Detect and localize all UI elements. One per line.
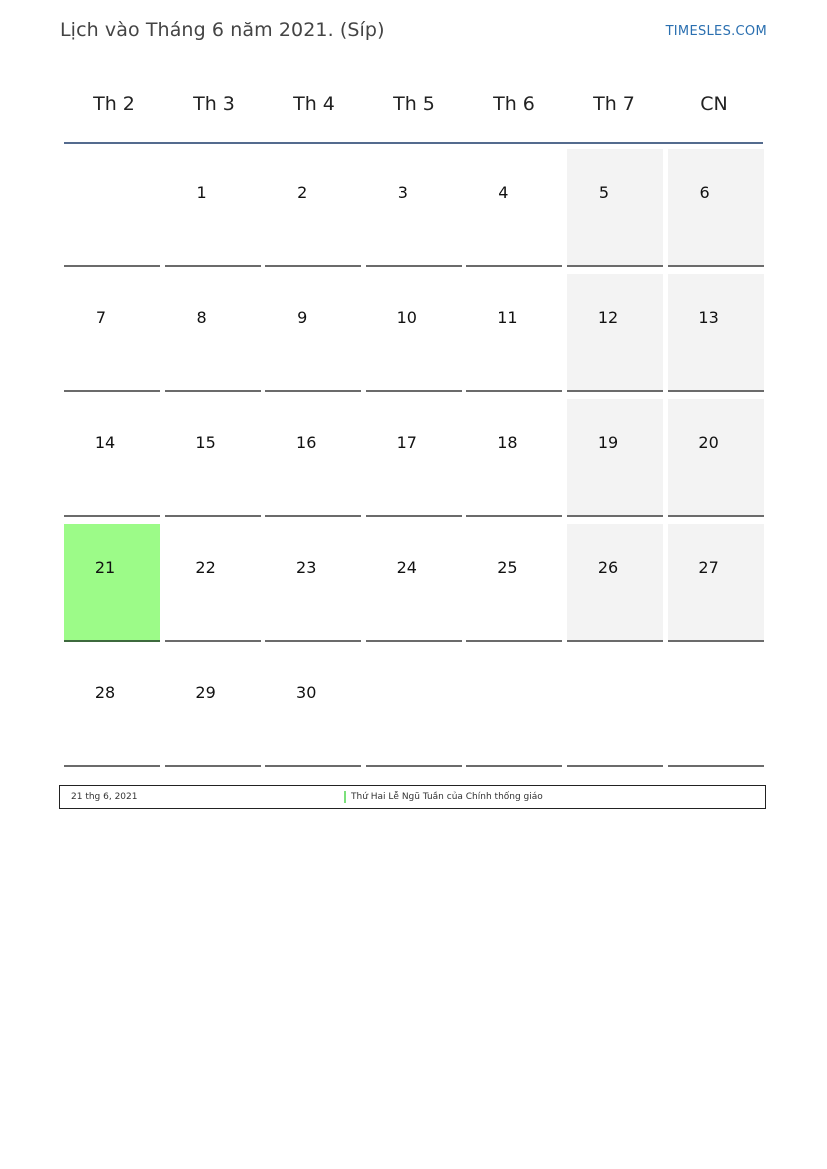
day-number: 17 (396, 433, 417, 452)
day-cell-4[interactable] (466, 149, 562, 267)
brand-link[interactable]: TIMESLES.COM (665, 24, 767, 39)
day-cell-20[interactable] (668, 399, 764, 517)
day-number: 4 (498, 183, 509, 202)
weekday-thursday: Th 5 (393, 93, 435, 115)
weekday-header-row (64, 86, 764, 122)
day-number: 21 (94, 558, 116, 577)
header-divider (64, 142, 763, 144)
day-cell-1[interactable] (165, 149, 261, 267)
weekday-sunday: CN (700, 93, 728, 115)
day-number: 29 (195, 683, 216, 702)
day-cell-19[interactable] (567, 399, 663, 517)
day-cell-2[interactable] (265, 149, 361, 267)
day-number: 26 (597, 558, 619, 577)
day-number: 10 (396, 308, 417, 327)
day-cell-17[interactable] (366, 399, 462, 517)
weekday-monday: Th 2 (93, 93, 135, 115)
day-cell-21[interactable] (64, 524, 160, 642)
day-cell-25[interactable] (466, 524, 562, 642)
day-number: 28 (94, 683, 116, 702)
day-number: 13 (698, 308, 719, 327)
day-cell-11[interactable] (466, 274, 562, 392)
day-cell-28[interactable] (64, 649, 160, 767)
day-cell-6[interactable] (668, 149, 764, 267)
legend-event-name: Thứ Hai Lễ Ngũ Tuần của Chính thống giáo (351, 792, 543, 802)
day-number: 6 (699, 183, 710, 202)
weekday-saturday: Th 7 (593, 93, 635, 115)
day-cell-12[interactable] (567, 274, 663, 392)
day-number: 23 (296, 558, 317, 577)
day-cell-18[interactable] (466, 399, 562, 517)
day-cell-7[interactable] (64, 274, 160, 392)
day-cell-3[interactable] (366, 149, 462, 267)
day-cell-9[interactable] (265, 274, 361, 392)
day-cell-empty (366, 649, 462, 767)
day-number: 15 (195, 433, 216, 452)
day-number: 18 (497, 433, 518, 452)
day-cell-16[interactable] (265, 399, 361, 517)
weekday-friday: Th 6 (493, 93, 535, 115)
day-number: 3 (397, 183, 408, 202)
day-number: 24 (396, 558, 417, 577)
day-cell-5[interactable] (567, 149, 663, 267)
day-cell-26[interactable] (567, 524, 663, 642)
day-cell-14[interactable] (64, 399, 160, 517)
day-number: 19 (597, 433, 619, 452)
day-number: 30 (296, 683, 317, 702)
day-cell-30[interactable] (265, 649, 361, 767)
legend-color-marker (344, 791, 346, 803)
day-cell-23[interactable] (265, 524, 361, 642)
day-number: 5 (598, 183, 610, 202)
holiday-legend (59, 785, 766, 809)
day-number: 27 (698, 558, 719, 577)
day-number: 1 (196, 183, 207, 202)
weekday-wednesday: Th 4 (293, 93, 335, 115)
day-number: 20 (698, 433, 719, 452)
page-title: Lịch vào Tháng 6 năm 2021. (Síp) (60, 19, 385, 41)
legend-date: 21 thg 6, 2021 (71, 792, 138, 802)
day-cell-24[interactable] (366, 524, 462, 642)
day-number: 25 (497, 558, 518, 577)
day-number: 22 (195, 558, 216, 577)
day-number: 16 (296, 433, 317, 452)
day-number: 12 (597, 308, 619, 327)
day-cell-empty (668, 649, 764, 767)
day-number: 7 (95, 308, 107, 327)
day-cell-13[interactable] (668, 274, 764, 392)
day-cell-empty (466, 649, 562, 767)
day-cell-29[interactable] (165, 649, 261, 767)
day-cell-empty (567, 649, 663, 767)
day-cell-22[interactable] (165, 524, 261, 642)
day-number: 8 (196, 308, 207, 327)
weekday-tuesday: Th 3 (193, 93, 235, 115)
day-number: 11 (497, 308, 518, 327)
day-cell-8[interactable] (165, 274, 261, 392)
day-cell-27[interactable] (668, 524, 764, 642)
day-cell-10[interactable] (366, 274, 462, 392)
day-number: 14 (94, 433, 116, 452)
day-number: 9 (297, 308, 308, 327)
day-cell-empty (64, 149, 160, 267)
day-number: 2 (297, 183, 308, 202)
day-cell-15[interactable] (165, 399, 261, 517)
